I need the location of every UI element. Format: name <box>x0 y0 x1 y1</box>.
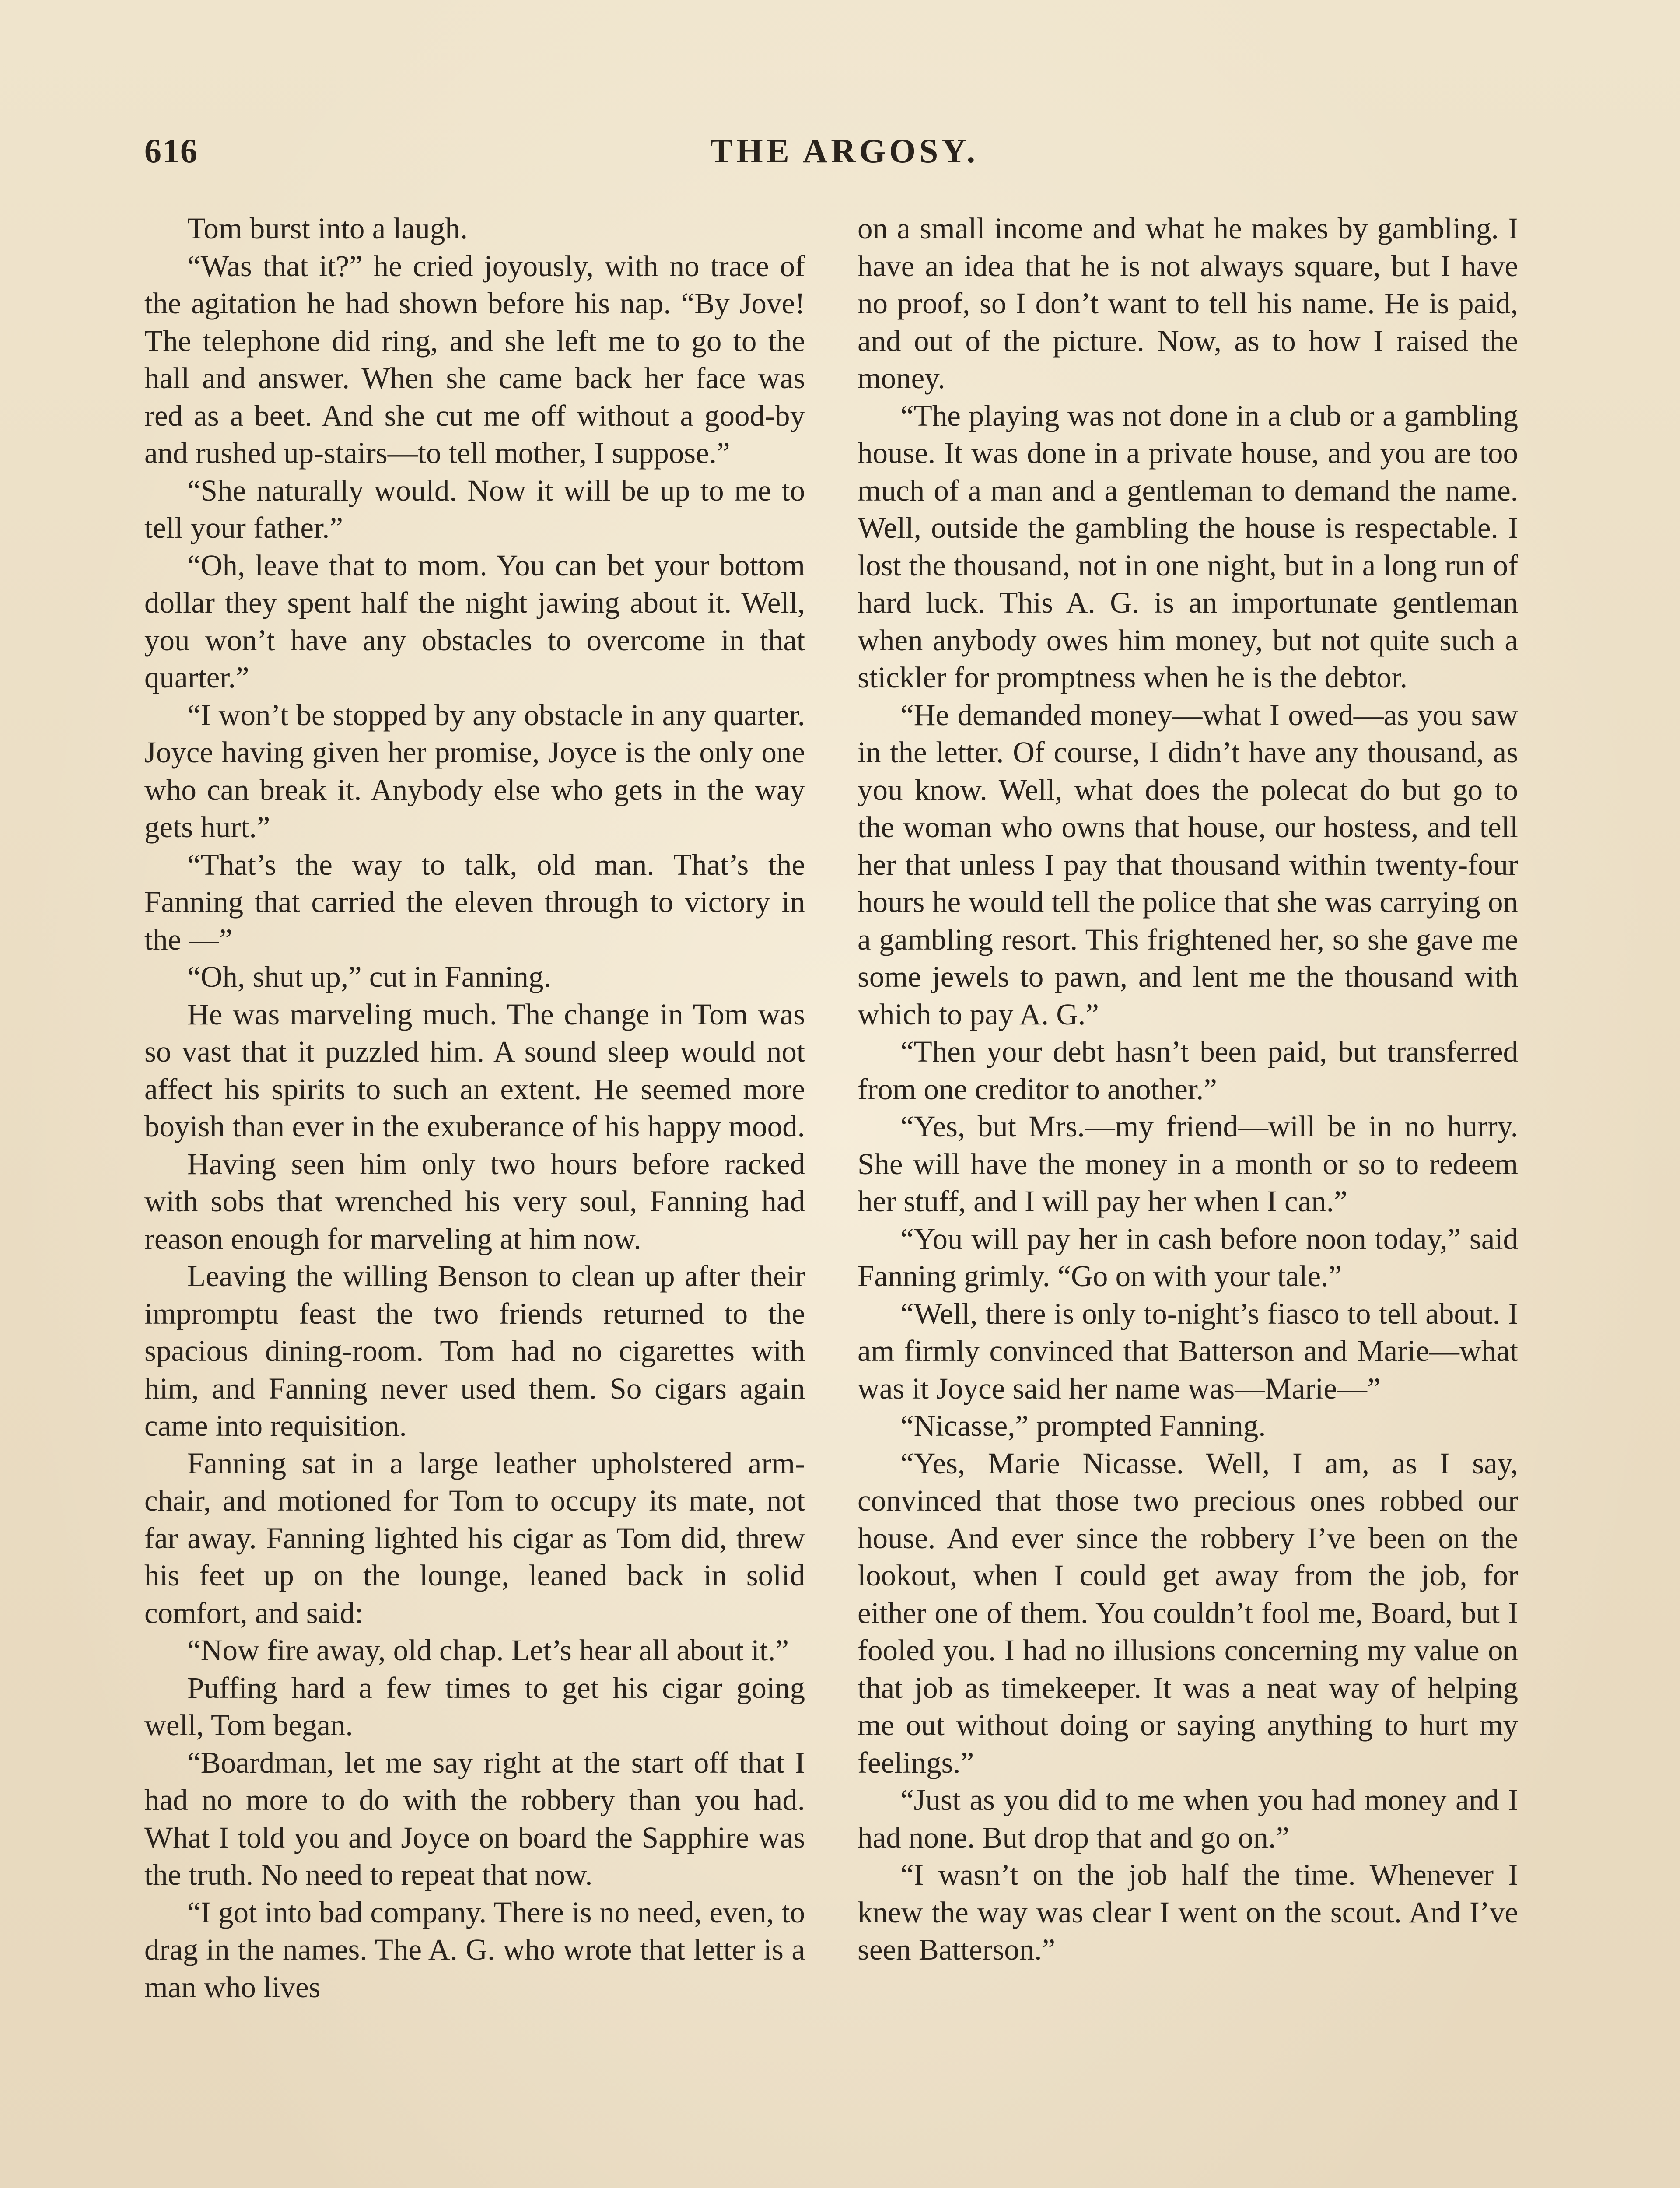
running-title: THE ARGOSY. <box>710 132 979 170</box>
paragraph: “I wasn’t on the job half the time. Whenever I knew the way was clear I went on the scout. And I’ve seen Batterson.” <box>858 1858 1518 1966</box>
paragraph: “Oh, shut up,” cut in Fanning. <box>187 960 551 993</box>
paragraph: “Well, there is only to-night’s fiasco to tell about. I am firmly convinced that Batterson and Marie—what was it Joyce said her name was—Marie—” <box>858 1297 1518 1405</box>
paragraph: Tom burst into a laugh. <box>187 212 468 245</box>
paragraph: Having seen him only two hours before racked with sobs that wrenched his very soul, Fanning had reason enough for marveling at him now. <box>144 1147 805 1255</box>
page-number: 616 <box>144 132 198 170</box>
paragraph: “She naturally would. Now it will be up to me to tell your father.” <box>144 473 805 544</box>
paragraph: “Was that it?” he cried joyously, with no trace of the agitation he had shown before his nap. “By Jove! The telephone did ring, and she left me to go to the hall and answer. When she came back her face was red as a beet. And she cut me off without a good-by and rushed up-stairs—to tell mother, I suppose.” <box>144 249 805 470</box>
paragraph: “Yes, Marie Nicasse. Well, I am, as I say, convinced that those two precious ones robbed our house. And ever since the robbery I’ve been on the lookout, when I could get away from the job, for either one of them. You couldn’t fool me, Board, but I fooled you. I had no illusions concerning my value on that job as timekeeper. It was a neat way of helping me out without doing or saying anything to hurt my feelings.” <box>858 1446 1518 1779</box>
paragraph: “You will pay her in cash before noon today,” said Fanning grimly. “Go on with your tale.” <box>858 1222 1518 1293</box>
paragraph: “Then your debt hasn’t been paid, but transferred from one creditor to another.” <box>858 1035 1518 1106</box>
paragraph: “He demanded money—what I owed—as you saw in the letter. Of course, I didn’t have any thousand, as you know. Well, what does the polecat do but go to the woman who owns that house, our hostess, and tell her that unless I pay that thousand within twenty-four hours he would tell the police that she was carrying on a gambling resort. This frightened her, so she gave me some jewels to pawn, and lent me the thousand with which to pay A. G.” <box>858 698 1518 1031</box>
paragraph: “I got into bad company. There is no need, even, to drag in the names. The A. G. who wrote that letter is a man who lives <box>144 1895 805 2004</box>
paragraph-continuation: on a small income and what he makes by gambling. I have an idea that he is not always square, but I have no proof, so I don’t want to tell his name. He is paid, and out of the picture. Now, as to how I raised the money. <box>858 212 1518 395</box>
paragraph: “Oh, leave that to mom. You can bet your bottom dollar they spent half the night jawing about it. Well, you won’t have any obstacles to overcome in that quarter.” <box>144 548 805 694</box>
paragraph: “Now fire away, old chap. Let’s hear all about it.” <box>187 1634 789 1667</box>
paragraph: Leaving the willing Benson to clean up after their impromptu feast the two friends returned to the spacious dining-room. Tom had no cigarettes with him, and Fanning never used them. So cigars again came into requisition. <box>144 1259 805 1442</box>
paragraph: “That’s the way to talk, old man. That’s the Fanning that carried the eleven through to victory in the —” <box>144 848 805 956</box>
paragraph: “Just as you did to me when you had money and I had none. But drop that and go on.” <box>858 1783 1518 1854</box>
paragraph: Fanning sat in a large leather upholstered arm-chair, and motioned for Tom to occupy its mate, not far away. Fanning lighted his cigar as Tom did, threw his feet up on the lounge, leaned back in solid comfort, and said: <box>144 1446 805 1630</box>
page-header <box>144 131 1544 184</box>
paragraph: “I won’t be stopped by any obstacle in any quarter. Joyce having given her promise, Joyce is the only one who can break it. Anybody else who gets in the way gets hurt.” <box>144 698 805 844</box>
paragraph: “Boardman, let me say right at the start off that I had no more to do with the robbery than you had. What I told you and Joyce on board the Sapphire was the truth. No need to repeat that now. <box>144 1746 805 1891</box>
paragraph: He was marveling much. The change in Tom was so vast that it puzzled him. A sound sleep would not affect his spirits to such an extent. He seemed more boyish than ever in the exuberance of his happy mood. <box>144 997 805 1143</box>
paragraph: “Nicasse,” prompted Fanning. <box>900 1409 1266 1442</box>
paragraph: “Yes, but Mrs.—my friend—will be in no hurry. She will have the money in a month or so to redeem her stuff, and I will pay her when I can.” <box>858 1110 1518 1218</box>
right-column <box>858 210 1518 1969</box>
left-column <box>144 210 805 2006</box>
paragraph: “The playing was not done in a club or a gambling house. It was done in a private house, and you are too much of a man and a gentleman to demand the name. Well, outside the gambling the house is respectable. I lost the thousand, not in one night, but in a long run of hard luck. This A. G. is an importunate gentleman when anybody owes him money, but not quite such a stickler for promptness when he is the debtor. <box>858 399 1518 694</box>
paragraph: Puffing hard a few times to get his cigar going well, Tom began. <box>144 1671 805 1742</box>
